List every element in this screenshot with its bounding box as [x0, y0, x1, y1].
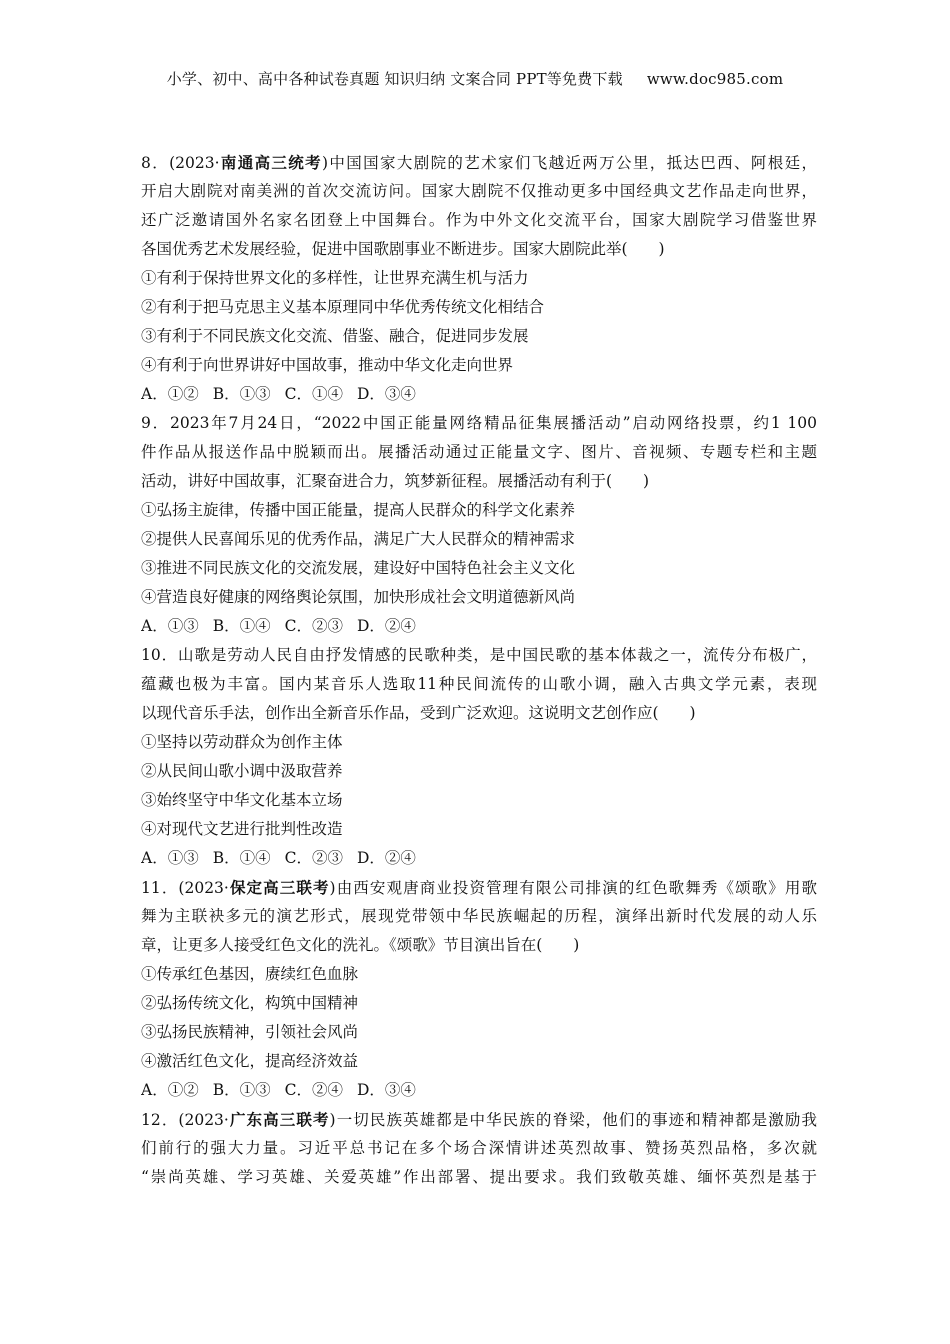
answer-d: D．②④: [356, 849, 416, 867]
option-item: ④有利于向世界讲好中国故事，推动中华文化走向世界: [141, 356, 514, 374]
answer-choices: [141, 844, 817, 873]
question-stem-line: 12．(2023·广东高三联考)一切民族英雄都是中华民族的脊梁，他们的事迹和精神都是激励我: [141, 1110, 817, 1129]
option-item: ②弘扬传统文化，构筑中国精神: [141, 994, 359, 1012]
option-item: ①坚持以劳动群众为创作主体: [141, 733, 343, 751]
option-item: ①传承红色基因，赓续红色血脉: [141, 965, 359, 983]
answer-a: A．①②: [141, 1081, 199, 1099]
answer-c: C．②③: [284, 849, 343, 867]
answer-d: D．③④: [356, 1081, 416, 1099]
page-header: [0, 68, 950, 89]
answer-c: C．①④: [284, 385, 343, 403]
option-item: ③推进不同民族文化的交流发展，建设好中国特色社会主义文化: [141, 559, 576, 577]
question-10: [141, 641, 817, 873]
question-9: [141, 409, 817, 641]
answer-choices: [141, 1076, 817, 1105]
answer-c: C．②③: [284, 617, 343, 635]
answer-choices: [141, 380, 817, 409]
option-item: ②提供人民喜闻乐见的优秀作品，满足广大人民群众的精神需求: [141, 530, 576, 548]
option-item: ③弘扬民族精神，引领社会风尚: [141, 1023, 359, 1041]
option-item: ②有利于把马克思主义基本原理同中华优秀传统文化相结合: [141, 298, 545, 316]
answer-b: B．①④: [212, 849, 271, 867]
option-item: ①弘扬主旋律，传播中国正能量，提高人民群众的科学文化素养: [141, 501, 576, 519]
question-8: [141, 148, 817, 409]
answer-a: A．①③: [141, 849, 199, 867]
question-stem-line: 件作品从报送作品中脱颖而出。展播活动通过正能量文字、图片、音视频、专题专栏和主题: [141, 443, 817, 461]
question-stem-line: “崇尚英雄、学习英雄、关爱英雄”作出部署、提出要求。我们致敬英雄、缅怀英烈是基于: [141, 1168, 817, 1186]
answer-b: B．①③: [212, 1081, 271, 1099]
question-stem-line: 8．(2023·南通高三统考)中国国家大剧院的艺术家们飞越近两万公里，抵达巴西、阿根廷，: [141, 153, 817, 172]
answer-d: D．③④: [356, 385, 416, 403]
option-item: ③有利于不同民族文化交流、借鉴、融合，促进同步发展: [141, 327, 529, 345]
question-source: 广东高三联考: [228, 1110, 330, 1129]
answer-b: B．①④: [212, 617, 271, 635]
question-stem-line: 9．2023年7月24日，“2022中国正能量网络精品征集展播活动”启动网络投票，约1 100: [141, 414, 817, 432]
answer-b: B．①③: [212, 385, 271, 403]
option-item: ④对现代文艺进行批判性改造: [141, 820, 343, 838]
answer-a: A．①③: [141, 617, 199, 635]
answer-choices: [141, 612, 817, 641]
question-stem-line: 还广泛邀请国外名家名团登上中国舞台。作为中外文化交流平台，国家大剧院学习借鉴世界: [141, 211, 817, 229]
question-stem-line: 蕴藏也极为丰富。国内某音乐人选取11种民间流传的山歌小调，融入古典文学元素，表现: [141, 675, 817, 693]
question-stem-line: 11．(2023·保定高三联考)由西安观唐商业投资管理有限公司排演的红色歌舞秀《颂歌》用歌: [141, 878, 817, 897]
header-text: 小学、初中、高中各种试卷真题 知识归纳 文案合同 PPT等免费下载: [166, 70, 623, 88]
header-site: www.doc985.com: [646, 70, 784, 88]
question-source: 保定高三联考: [228, 878, 330, 897]
question-stem-line: 舞为主联袂多元的演艺形式，展现党带领中华民族崛起的历程，演绎出新时代发展的动人乐: [141, 907, 817, 925]
option-item: ④激活红色文化，提高经济效益: [141, 1052, 359, 1070]
question-source: 南通高三统考: [219, 153, 323, 172]
question-stem-line: 活动，讲好中国故事，汇聚奋进合力，筑梦新征程。展播活动有利于( ): [141, 472, 650, 490]
answer-a: A．①②: [141, 385, 199, 403]
option-item: ①有利于保持世界文化的多样性，让世界充满生机与活力: [141, 269, 529, 287]
question-stem-line: 各国优秀艺术发展经验，促进中国歌剧事业不断进步。国家大剧院此举( ): [141, 240, 665, 258]
question-stem-line: 们前行的强大力量。习近平总书记在多个场合深情讲述英烈故事、赞扬英烈品格，多次就: [141, 1139, 817, 1157]
answer-d: D．②④: [356, 617, 416, 635]
question-12: [141, 1105, 817, 1192]
question-stem-line: 以现代音乐手法，创作出全新音乐作品，受到广泛欢迎。这说明文艺创作应( ): [141, 704, 696, 722]
option-item: ④营造良好健康的网络舆论氛围，加快形成社会文明道德新风尚: [141, 588, 576, 606]
option-item: ③始终坚守中华文化基本立场: [141, 791, 343, 809]
answer-c: C．②④: [284, 1081, 343, 1099]
question-stem-line: 开启大剧院对南美洲的首次交流访问。国家大剧院不仅推动更多中国经典文艺作品走向世界，: [141, 182, 817, 200]
question-stem-line: 10．山歌是劳动人民自由抒发情感的民歌种类，是中国民歌的基本体裁之一，流传分布极广，: [141, 646, 817, 664]
question-11: [141, 873, 817, 1105]
question-list: [141, 148, 817, 1192]
question-stem-line: 章，让更多人接受红色文化的洗礼。《颂歌》节目演出旨在( ): [141, 936, 580, 954]
option-item: ②从民间山歌小调中汲取营养: [141, 762, 343, 780]
